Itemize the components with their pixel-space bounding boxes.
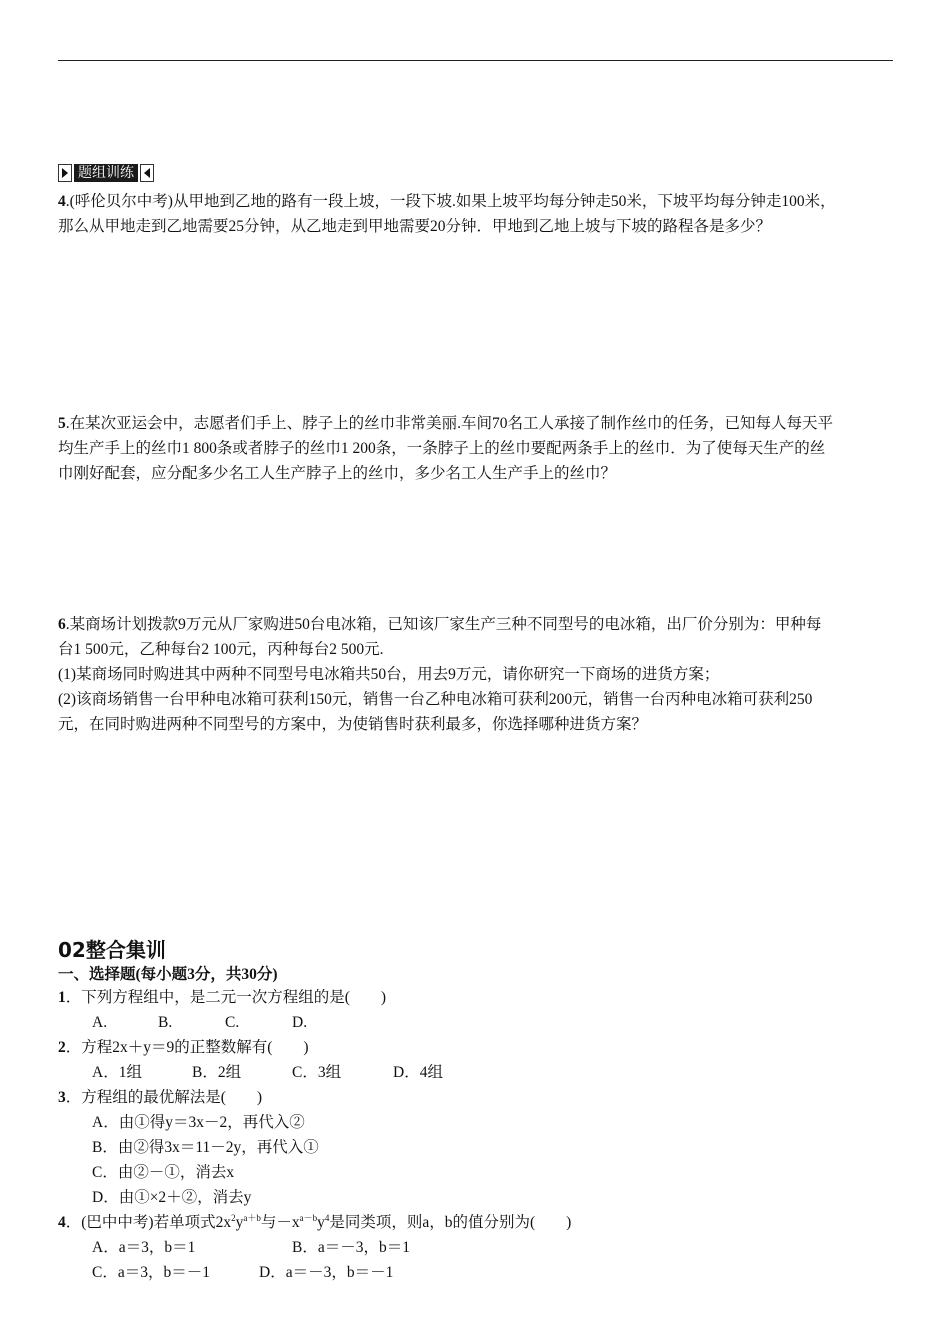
mc3-option-d: D．由①×2＋②，消去y: [92, 1189, 252, 1206]
question-5: [58, 411, 898, 486]
badge-label: 题组训练: [74, 164, 138, 182]
mc-question-3: 3．方程组的最优解法是( ): [58, 1089, 263, 1106]
question-4-line-2: 那么从甲地走到乙地需要25分钟，从乙地走到甲地需要20分钟．甲地到乙地上坡与下坡的路程各是多少？: [58, 218, 772, 235]
section-subtitle: 一、选择题(每小题3分，共30分): [58, 966, 278, 983]
question-number: 4: [58, 193, 66, 210]
question-6-line-2: 台1 500元，乙种每台2 100元，丙种每台2 500元.: [58, 641, 384, 658]
header-rule: [58, 60, 893, 61]
mc2-option-a: A．1组: [92, 1064, 142, 1081]
mc4-option-b: B．a＝－3，b＝1: [292, 1239, 410, 1256]
question-6-line-3: (1)某商场同时购进其中两种不同型号电冰箱共50台，用去9万元，请你研究一下商场的进货方案；: [58, 666, 720, 683]
mc3-option-a: A．由①得y＝3x－2，再代入②: [92, 1114, 305, 1131]
mc1-option-d: D.: [292, 1014, 308, 1031]
mc-question-1: 1．下列方程组中，是二元一次方程组的是( ): [58, 989, 387, 1006]
question-6-line-4: (2)该商场销售一台甲种电冰箱可获利150元，销售一台乙种电冰箱可获利200元，销售一台丙种电冰箱可获利250: [58, 691, 813, 708]
play-right-icon: [58, 164, 72, 182]
mc4-option-d: D．a＝－3，b＝－1: [259, 1264, 394, 1281]
mc4-option-c: C．a＝3，b＝－1: [92, 1264, 210, 1281]
mc1-option-c: C.: [225, 1014, 240, 1031]
mc2-option-d: D．4组: [393, 1064, 443, 1081]
mc2-option-c: C．3组: [292, 1064, 342, 1081]
mc1-option-a: A.: [92, 1014, 108, 1031]
mc1-option-b: B.: [158, 1014, 173, 1031]
question-5-line-2: 均生产手上的丝巾1 800条或者脖子的丝巾1 200条，一条脖子上的丝巾要配两条手上的丝巾．为了使每天生产的丝: [58, 440, 826, 457]
mc-question-4: 4．(巴中中考)若单项式$2x^2y^{a+b}$与$-x^{a-b}y^4$是同类项，则a，b的值分别为( ): [58, 1212, 572, 1231]
question-number: 4: [58, 1214, 66, 1231]
question-6-line-1: 6.某商场计划拨款9万元从厂家购进50台电冰箱，已知该厂家生产三种不同型号的电冰箱，出厂价分别为：甲种每: [58, 616, 822, 633]
play-left-icon: [140, 164, 154, 182]
question-6-line-5: 元，在同时购进两种不同型号的方案中，为使销售时获利最多，你选择哪种进货方案？: [58, 716, 648, 733]
question-number: 3: [58, 1089, 66, 1106]
question-4: [58, 189, 898, 239]
mc3-option-c: C．由②－①，消去x: [92, 1164, 235, 1181]
question-number: 1: [58, 989, 66, 1006]
mc4-option-a: A．a＝3，b＝1: [92, 1239, 196, 1256]
question-4-line-1: 4.(呼伦贝尔中考)从甲地到乙地的路有一段上坡，一段下坡.如果上坡平均每分钟走50米，下坡平均每分钟走100米，: [58, 193, 836, 210]
section-title: 02整合集训: [58, 938, 166, 962]
question-6: [58, 612, 898, 737]
question-number: 6: [58, 616, 66, 633]
section-badge: [58, 163, 154, 183]
question-number: 5: [58, 415, 66, 432]
mc-question-2: 2．方程2x＋y＝9的正整数解有( ): [58, 1039, 309, 1056]
mc3-option-b: B．由②得3x＝11－2y，再代入①: [92, 1139, 319, 1156]
mc2-option-b: B．2组: [192, 1064, 242, 1081]
question-5-line-1: 5.在某次亚运会中，志愿者们手上、脖子上的丝巾非常美丽.车间70名工人承接了制作丝巾的任务，已知每人每天平: [58, 415, 834, 432]
question-number: 2: [58, 1039, 66, 1056]
question-5-line-3: 巾刚好配套，应分配多少名工人生产脖子上的丝巾，多少名工人生产手上的丝巾？: [58, 465, 617, 482]
